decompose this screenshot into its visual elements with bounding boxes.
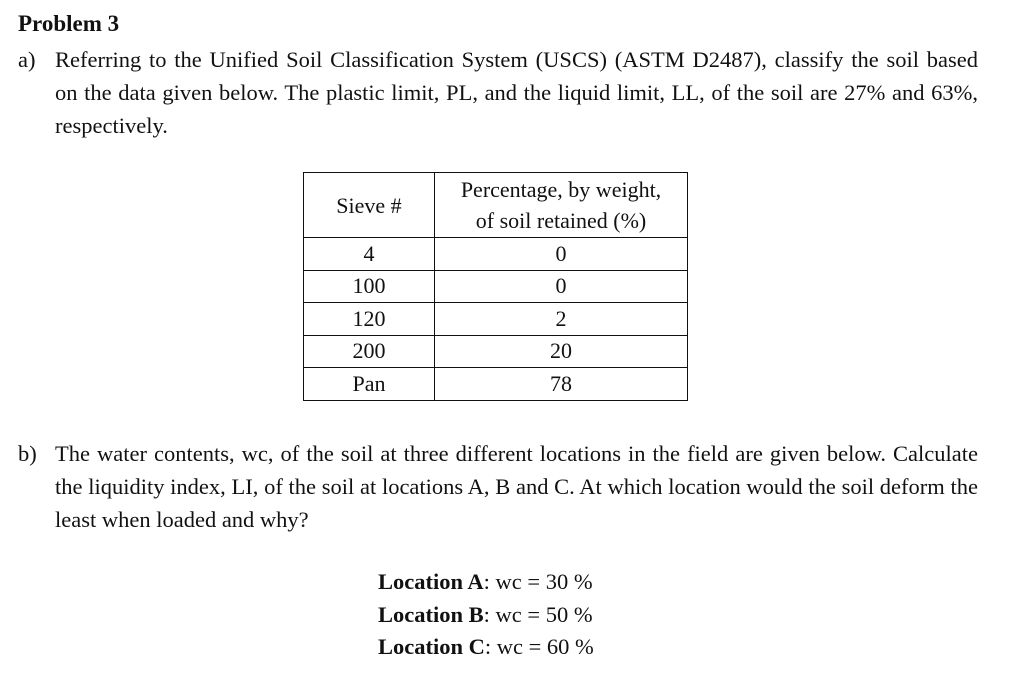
table-cell-sieve: 4 [304, 238, 435, 271]
location-b [378, 599, 594, 632]
header-sieve: Sieve # [304, 173, 435, 238]
part-a-marker: a) [18, 47, 36, 72]
part-a-text: Referring to the Unified Soil Classification System (USCS) (ASTM D2487), classify the soil based on the data given below. The plastic limit, PL, and the liquid limit, LL, of the soil are 27% and 63%, respectively. [55, 47, 978, 138]
location-c-label: Location C [378, 634, 485, 659]
table-row [304, 303, 688, 336]
header-percentage [435, 173, 688, 238]
table-row [304, 368, 688, 401]
header-percentage-line1: Percentage, by weight, [460, 177, 662, 202]
location-a-value: : wc = 30 % [483, 569, 593, 594]
location-a-label: Location A [378, 569, 484, 594]
table-cell-sieve: 120 [304, 303, 435, 336]
table-cell-percentage: 0 [435, 238, 688, 271]
table-cell-percentage: 78 [435, 368, 688, 401]
locations-list [378, 566, 594, 664]
problem-title: Problem 3 [18, 11, 120, 36]
location-c-value: : wc = 60 % [484, 634, 594, 659]
sieve-table [303, 172, 688, 401]
table-header-row [304, 173, 688, 238]
location-b-label: Location B [378, 601, 484, 627]
table-cell-percentage: 2 [435, 303, 688, 336]
table-row [304, 238, 688, 271]
table-row [304, 335, 688, 368]
location-a [378, 566, 594, 599]
table-cell-sieve: Pan [304, 368, 435, 401]
table-cell-sieve: 100 [304, 270, 435, 303]
part-b [18, 437, 978, 536]
location-b-value: : wc = 50 % [483, 601, 593, 627]
part-b-marker: b) [18, 441, 37, 466]
table-cell-percentage: 20 [435, 335, 688, 368]
part-a [18, 43, 978, 142]
header-percentage-line2: of soil retained (%) [475, 208, 647, 233]
part-b-text: The water contents, wc, of the soil at three different locations in the field are given below. Calculate the liquidity index, LI, of the soil at locations A, B and C. At which location would the soil deform the least when loaded and why? [55, 441, 978, 532]
table-cell-percentage: 0 [435, 270, 688, 303]
table-cell-sieve: 200 [304, 335, 435, 368]
table-row [304, 270, 688, 303]
location-c [378, 631, 594, 664]
